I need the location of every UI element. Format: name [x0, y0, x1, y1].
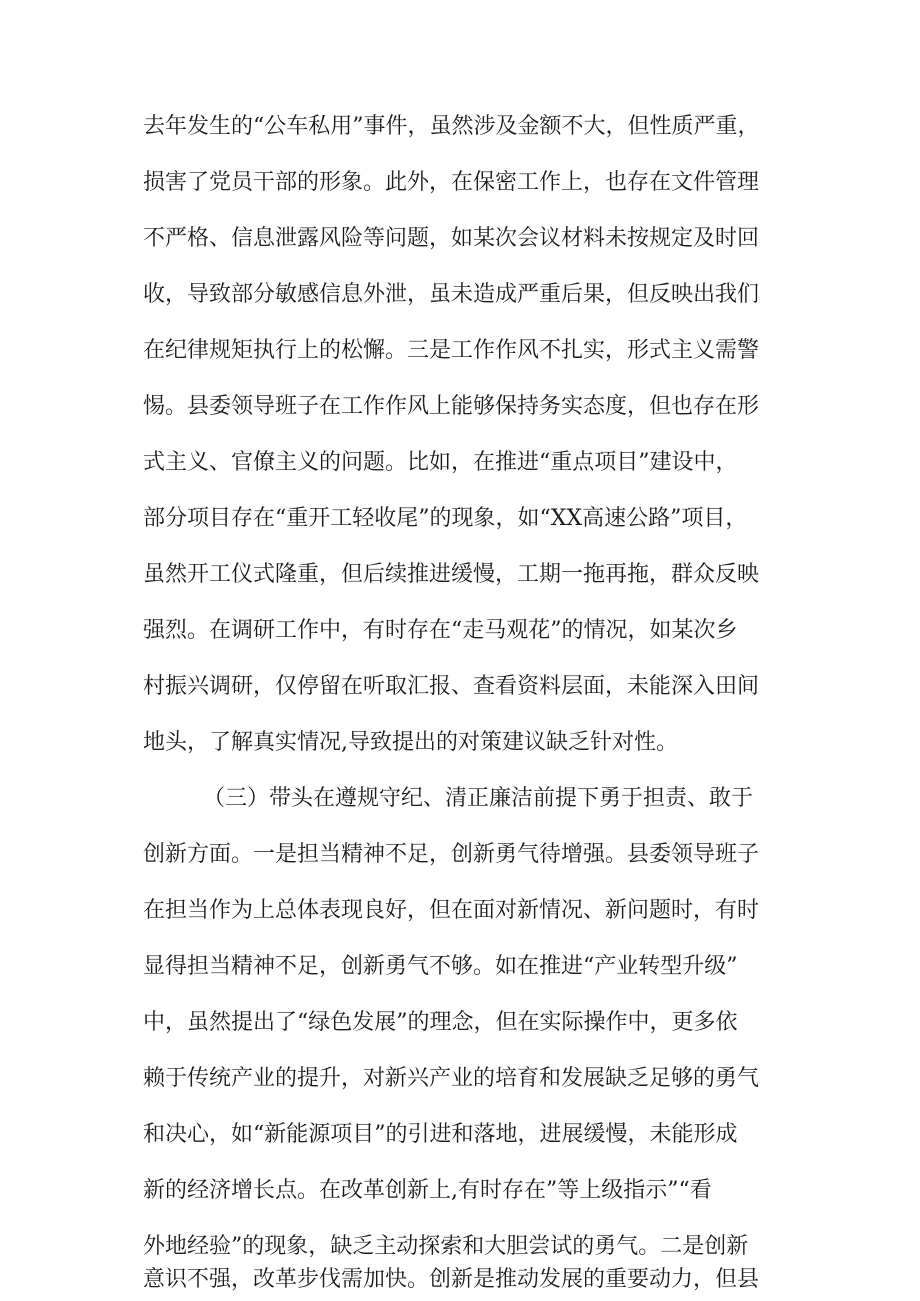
text-line: 在纪律规矩执行上的松懈。三是工作作风不扎实，形式主义需警: [143, 338, 760, 363]
text-line: 新的经济增长点。在改革创新上,有时存在”等上级指示”“看: [143, 1178, 712, 1203]
text-line: 虽然开工仪式隆重，但后续推进缓慢，工期一拖再拖，群众反映: [143, 562, 760, 587]
text-line: 地头，了解真实情况,导致提出的对策建议缺乏针对性。: [143, 730, 678, 755]
text-line: 部分项目存在“重开工轻收尾”的现象，如“XX高速公路”项目，: [143, 506, 748, 531]
section-heading-line: （三）带头在遵规守纪、清正廉洁前提下勇于担责、敢于: [203, 786, 754, 811]
text-line: 和决心，如“新能源项目”的引进和落地，进展缓慢，未能形成: [143, 1122, 738, 1147]
text-line: 去年发生的“公车私用”事件，虽然涉及金额不大，但性质严重，: [143, 114, 760, 139]
text-line: 外地经验”的现象，缺乏主动探索和大胆尝试的勇气。二是创新: [143, 1234, 749, 1259]
text-line: 意识不强，改革步伐需加快。创新是推动发展的重要动力，但县: [143, 1267, 760, 1292]
text-line: 惕。县委领导班子在工作作风上能够保持务实态度，但也存在形: [143, 394, 760, 419]
text-line: 中，虽然提出了“绿色发展”的理念，但在实际操作中，更多依: [143, 1010, 738, 1035]
text-line: 创新方面。一是担当精神不足，创新勇气待增强。县委领导班子: [143, 842, 760, 867]
text-line: 收，导致部分敏感信息外泄，虽未造成严重后果，但反映出我们: [143, 282, 760, 307]
text-line: 赖于传统产业的提升，对新兴产业的培育和发展缺乏足够的勇气: [143, 1066, 760, 1091]
text-line: 不严格、信息泄露风险等问题，如某次会议材料未按规定及时回: [143, 226, 760, 251]
text-line: 村振兴调研，仅停留在听取汇报、查看资料层面，未能深入田间: [143, 674, 760, 699]
text-line: 损害了党员干部的形象。此外，在保密工作上，也存在文件管理: [143, 170, 760, 195]
text-line: 式主义、官僚主义的问题。比如，在推进“重点项目”建设中，: [143, 450, 738, 475]
text-line: 在担当作为上总体表现良好，但在面对新情况、新问题时，有时: [143, 898, 760, 923]
text-line: 强烈。在调研工作中，有时存在“走马观花”的情况，如某次乡: [143, 618, 738, 643]
text-line: 显得担当精神不足，创新勇气不够。如在推进“产业转型升级”: [143, 954, 738, 979]
